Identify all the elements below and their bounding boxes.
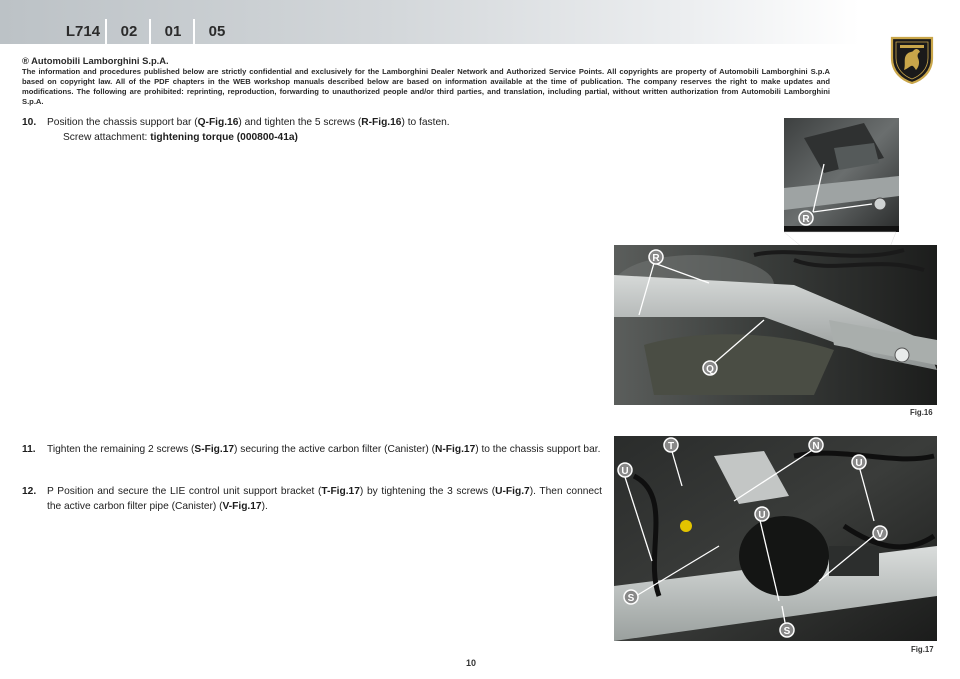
figure-reference: T-Fig.17: [321, 486, 360, 497]
figure-reference: N-Fig.17: [435, 444, 476, 455]
lamborghini-shield-logo: [889, 36, 935, 84]
callout-r: [649, 250, 663, 264]
callout-label: T: [667, 441, 675, 452]
callout-label: U: [621, 466, 629, 477]
callout-u: [618, 463, 632, 477]
text-fragment: ). Then connect the active carbon filter pipe (Canister) (: [47, 486, 602, 512]
callout-v: [873, 526, 887, 540]
figure-reference: U-Fig.7: [495, 486, 530, 497]
doc-code-model: L714: [65, 23, 101, 40]
callout-label: U: [758, 510, 766, 521]
step-text: [47, 443, 602, 458]
doc-code-section: 05: [193, 19, 239, 44]
step-11: [22, 443, 602, 475]
figure-reference: S-Fig.17: [194, 444, 235, 455]
step-10: [22, 116, 582, 146]
callout-label: V: [876, 529, 884, 540]
callout-label: R: [652, 253, 660, 264]
text-fragment: Tighten the remaining 2 screws (: [47, 444, 195, 455]
callout-label: N: [812, 441, 820, 452]
text-fragment: ).: [261, 500, 268, 512]
step-number: 10.: [22, 117, 37, 128]
text-fragment: ) securing the active carbon filter (Canister) (: [234, 444, 436, 455]
step-number: 11.: [22, 444, 36, 455]
text-fragment: P Position and secure the LIE control unit support bracket (: [47, 486, 322, 497]
torque-reference: tightening torque (000800-41a): [150, 131, 298, 143]
callout-u: [852, 455, 866, 469]
step-text: [47, 485, 602, 514]
text-fragment: Position the chassis support bar (: [47, 117, 198, 128]
callout-q: [703, 361, 717, 375]
notice-title: ® Automobili Lamborghini S.p.A.: [22, 55, 169, 66]
doc-code-subgroup: 01: [149, 19, 195, 44]
text-fragment: Screw attachment:: [63, 131, 151, 143]
callout-n: [809, 438, 823, 452]
doc-code-group: 02: [105, 19, 151, 44]
callout-label: S: [627, 593, 635, 604]
callout-s: [780, 623, 794, 637]
callout-label: U: [855, 458, 863, 469]
figure-reference: Q-Fig.16: [197, 117, 239, 128]
callout-r: [799, 211, 813, 225]
text-fragment: ) to fasten.: [401, 117, 450, 128]
callout-label: Q: [706, 364, 714, 375]
fig17-photo: [614, 436, 937, 641]
text-fragment: ) to the chassis support bar.: [475, 444, 601, 455]
fig17-caption: Fig.17: [911, 645, 934, 654]
fig16-photo: [614, 245, 937, 405]
copyright-notice: [22, 56, 830, 106]
figure-reference: V-Fig.17: [222, 500, 262, 512]
text-fragment: ) and tighten the 5 screws (: [238, 117, 362, 128]
fig16-caption: Fig.16: [910, 408, 933, 417]
callout-label: S: [783, 626, 791, 637]
fig16-detail-photo: [784, 118, 899, 232]
callout-s: [624, 590, 638, 604]
page-number: 10: [466, 658, 477, 668]
notice-body: The information and procedures published below are strictly confidential and exclusively for the Lamborghini Dealer Network and Authorized Service Points. All copyrights are property of Automobili Lamborghini S.p.A based on copyright law. All of the PDF chapters in the WEB workshop manuals described below are based on information available at the time of publication. The company reserves the right to make updates and modifications. The following are prohibited: reprinting, reproduction, forwarding to unauthorized people and/or third parties, and translation, including partial, without written authorization from Automobili Lamborghini S.p.A.: [22, 67, 830, 106]
step-number: 12.: [22, 486, 37, 497]
step-12: [22, 485, 602, 517]
figure-reference: R-Fig.16: [361, 117, 402, 128]
callout-label: R: [802, 214, 810, 225]
text-fragment: ) by tightening the 3 screws (: [359, 486, 496, 497]
callout-t: [664, 438, 678, 452]
step-text: [47, 116, 582, 145]
callout-u: [755, 507, 769, 521]
